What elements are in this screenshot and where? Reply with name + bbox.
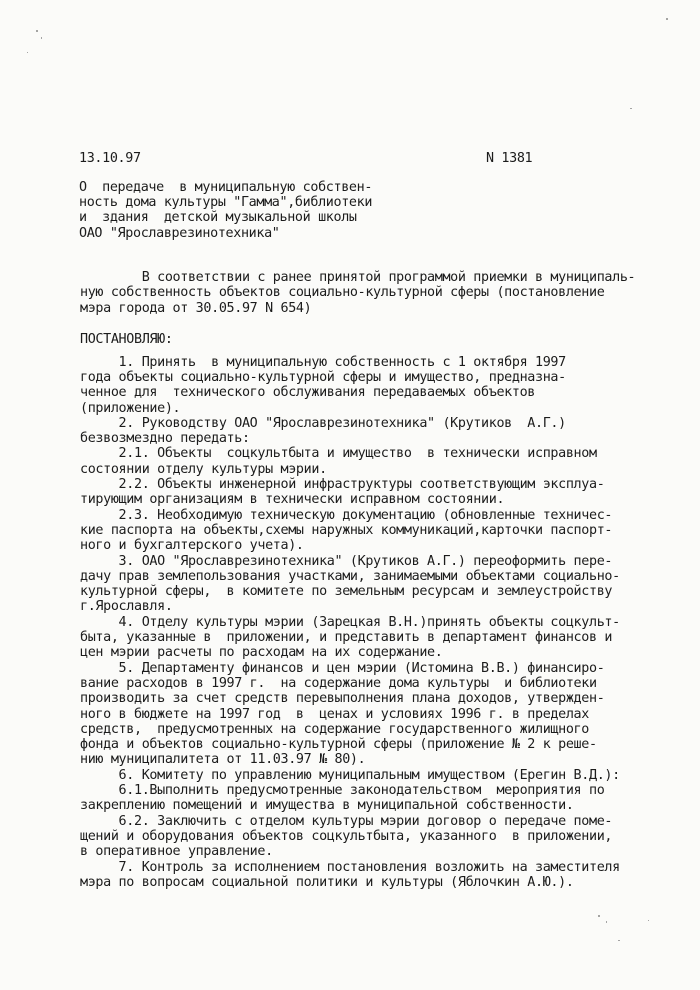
body-line: ного и бухгалтерского учета). <box>80 538 304 554</box>
body-line: закреплению помещений и имущества в муниципальной собственности. <box>80 798 574 814</box>
body-line: ную собственность объектов социально-культурной сферы (постановление <box>80 285 605 301</box>
body-line: нию муниципалитета от 11.03.97 № 80). <box>80 752 366 768</box>
body-line: (приложение). <box>80 400 181 416</box>
body-line: 2.3. Необходимую техническую документацию (обновленные техничес- <box>80 507 613 523</box>
body-line: в оперативное управление. <box>80 844 273 860</box>
body-line: быта, указанные в приложении, и представить в департамент финансов и <box>80 630 613 645</box>
body-line: 6.2. Заключить с отделом культуры мэрии договор о передаче поме- <box>80 813 613 829</box>
body-line: средств, предусмотренных на содержание государственного жилищного <box>80 721 589 737</box>
body-line: состоянии отделу культуры мэрии. <box>80 461 327 477</box>
body-line: дачу прав землепользования участками, занимаемыми объектами социально- <box>80 568 620 584</box>
body-line: ПОСТАНОВЛЯЮ: <box>80 331 173 347</box>
body-line: тирующим организациям в технически исправном состоянии. <box>80 492 505 508</box>
body-line: 3. ОАО "Ярославрезинотехника" (Крутиков А.Г.) переоформить пере- <box>80 553 613 569</box>
body-line: фонда и объектов социально-культурной сферы (приложение № 2 к реше- <box>80 737 597 753</box>
document-number: N 1381 <box>486 151 533 166</box>
body-line: В соответствии с ранее принятой программой приемки в муниципаль- <box>80 270 636 285</box>
body-line: 5. Департаменту финансов и цен мэрии (Истомина В.В.) финансиро- <box>80 660 605 676</box>
body-line: 2.1. Объекты соцкультбыта и имущество в технически исправном <box>80 446 597 462</box>
body-line: вание расходов в 1997 г. на содержание дома культуры и библиотеки <box>80 675 597 691</box>
body-line: 2. Руководству ОАО "Ярославрезинотехника" (Крутиков А.Г.) <box>80 415 566 431</box>
body-line: 7. Контроль за исполнением постановления возложить на заместителя <box>80 859 620 875</box>
body-line: мэра по вопросам социальной политики и культуры (Яблочкин А.Ю.). <box>80 874 574 890</box>
body-line: культурной сферы, в комитете по земельным ресурсам и землеустройству <box>80 584 613 600</box>
body-line: года объекты социально-культурной сферы и имущество, предназна- <box>80 369 566 385</box>
body-line: 4. Отделу культуры мэрии (Зарецкая В.Н.)принять объекты соцкульт- <box>80 614 620 630</box>
body-line: производить за счет средств перевыполнения плана доходов, утвержден- <box>80 691 605 707</box>
body-line: 2.2. Объекты инженерной инфраструктуры соответствующим эксплуа- <box>80 477 605 492</box>
body-line: 6.1.Выполнить предусмотренные законодательством мероприятия по <box>80 783 605 798</box>
body-line: ного в бюджете на 1997 год в ценах и условиях 1996 г. в пределах <box>80 706 589 722</box>
subject-line: ОАО "Ярославрезинотехника" <box>79 225 280 241</box>
body-line: 6. Комитету по управлению муниципальным имуществом (Ерегин В.Д.): <box>80 767 620 783</box>
body-line: 1. Принять в муниципальную собственность с 1 октября 1997 <box>80 354 566 370</box>
subject-line: и здания детской музыкальной школы <box>79 210 357 226</box>
subject-line: О передаче в муниципальную собствен- <box>79 180 373 195</box>
subject-line: ность дома культуры "Гамма",библиотеки <box>79 195 373 211</box>
body-line: г.Ярославля. <box>80 599 173 615</box>
body-line: безвозмездно передать: <box>80 431 250 447</box>
body-line: кие паспорта на объекты,схемы наружных коммуникаций,карточки паспорт- <box>80 522 613 538</box>
body-line: ченное для технического обслуживания передаваемых объектов <box>80 385 535 401</box>
body-line: цен мэрии расчеты по расходам на их содержание. <box>80 645 443 661</box>
body-line: щений и оборудования объектов соцкультбыта, указанного в приложении, <box>80 828 613 844</box>
document-date: 13.10.97 <box>79 151 141 166</box>
body-line: мэра города от 30.05.97 N 654) <box>80 300 312 316</box>
